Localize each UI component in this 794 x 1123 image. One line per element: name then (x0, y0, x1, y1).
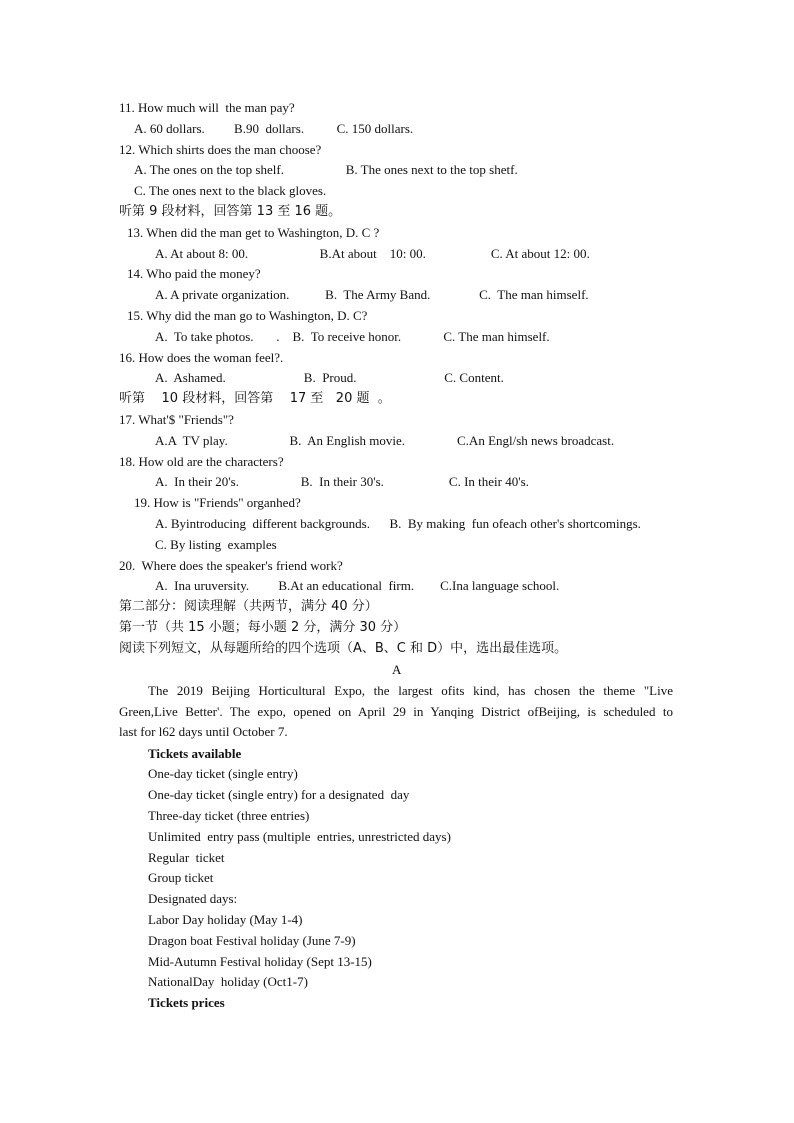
ticket-type-item: Three-day ticket (three entries) (148, 808, 310, 823)
question-12-option-c: C. The ones next to the black gloves. (134, 183, 327, 198)
designated-day-item: Labor Day holiday (May 1-4) (148, 912, 303, 927)
section-instruction-10: 听第 10 段材料，回答第 17 至 20 题 。 (119, 391, 391, 406)
question-19-options-ab: A. Byintroducing different backgrounds. B. By making fun ofeach other's shortcomings. (155, 516, 641, 531)
passage-line-1: The 2019 Beijing Horticultural Expo, the largest ofits kind, has chosen the theme "Live (148, 683, 673, 698)
passage-line-3: last for l62 days until October 7. (119, 724, 288, 739)
question-15-options: A. To take photos. . B. To receive honor. C. The man himself. (155, 329, 550, 344)
ticket-type-item: One-day ticket (single entry) for a designated day (148, 787, 410, 802)
question-13-options: A. At about 8: 00. B.At about 10: 00. C. At about 12: 00. (155, 246, 590, 261)
question-18-options: A. In their 20's. B. In their 30's. C. In their 40's. (155, 474, 529, 489)
ticket-type-item: Regular ticket (148, 850, 225, 865)
question-15: 15. Why did the man go to Washington, D. C? (127, 308, 368, 323)
question-16-options: A. Ashamed. B. Proud. C. Content. (155, 370, 504, 385)
ticket-type-item: One-day ticket (single entry) (148, 766, 298, 781)
ticket-type-item: Group ticket (148, 870, 214, 885)
question-17: 17. What'$ "Friends"? (119, 412, 234, 427)
reading-instruction: 阅读下列短文，从每题所给的四个选项（A、B、C 和 D）中，选出最佳选项。 (119, 641, 568, 656)
ticket-prices-heading: Tickets prices (148, 995, 225, 1010)
passage-line-2: Green,Live Better'. The expo, opened on April 29 in Yanqing District ofBeijing, is scheduled to (119, 704, 673, 719)
tickets-available-heading: Tickets available (148, 746, 242, 761)
question-19-option-c: C. By listing examples (155, 537, 277, 552)
passage-label: A (392, 662, 402, 677)
question-17-options: A.A TV play. B. An English movie. C.An Engl/sh news broadcast. (155, 433, 615, 448)
designated-day-item: Mid-Autumn Festival holiday (Sept 13-15) (148, 954, 372, 969)
question-20-options: A. Ina uruversity. B.At an educational firm. C.Ina language school. (155, 578, 560, 593)
designated-days-heading: Designated days: (148, 891, 238, 906)
section-one-heading: 第一节（共 15 小题；每小题 2 分，满分 30 分） (119, 620, 407, 635)
question-14: 14. Who paid the money? (127, 266, 261, 281)
question-14-options: A. A private organization. B. The Army Band. C. The man himself. (155, 287, 589, 302)
section-instruction-9: 听第 9 段材料，回答第 13 至 16 题。 (119, 204, 342, 219)
question-16: 16. How does the woman feel?. (119, 350, 284, 365)
question-20: 20. Where does the speaker's friend work? (119, 558, 343, 573)
question-19: 19. How is "Friends" organhed? (134, 495, 301, 510)
part-two-heading: 第二部分：阅读理解（共两节，满分 40 分） (119, 599, 378, 614)
question-12-options-ab: A. The ones on the top shelf. B. The ones next to the top shetf. (134, 162, 518, 177)
question-11: 11. How much will the man pay? (119, 100, 295, 115)
question-12: 12. Which shirts does the man choose? (119, 142, 322, 157)
question-18: 18. How old are the characters? (119, 454, 284, 469)
ticket-type-item: Unlimited entry pass (multiple entries, unrestricted days) (148, 829, 451, 844)
question-13: 13. When did the man get to Washington, D. C ? (127, 225, 380, 240)
question-11-options: A. 60 dollars. B.90 dollars. C. 150 dollars. (134, 121, 414, 136)
designated-day-item: NationalDay holiday (Oct1-7) (148, 974, 308, 989)
designated-day-item: Dragon boat Festival holiday (June 7-9) (148, 933, 356, 948)
